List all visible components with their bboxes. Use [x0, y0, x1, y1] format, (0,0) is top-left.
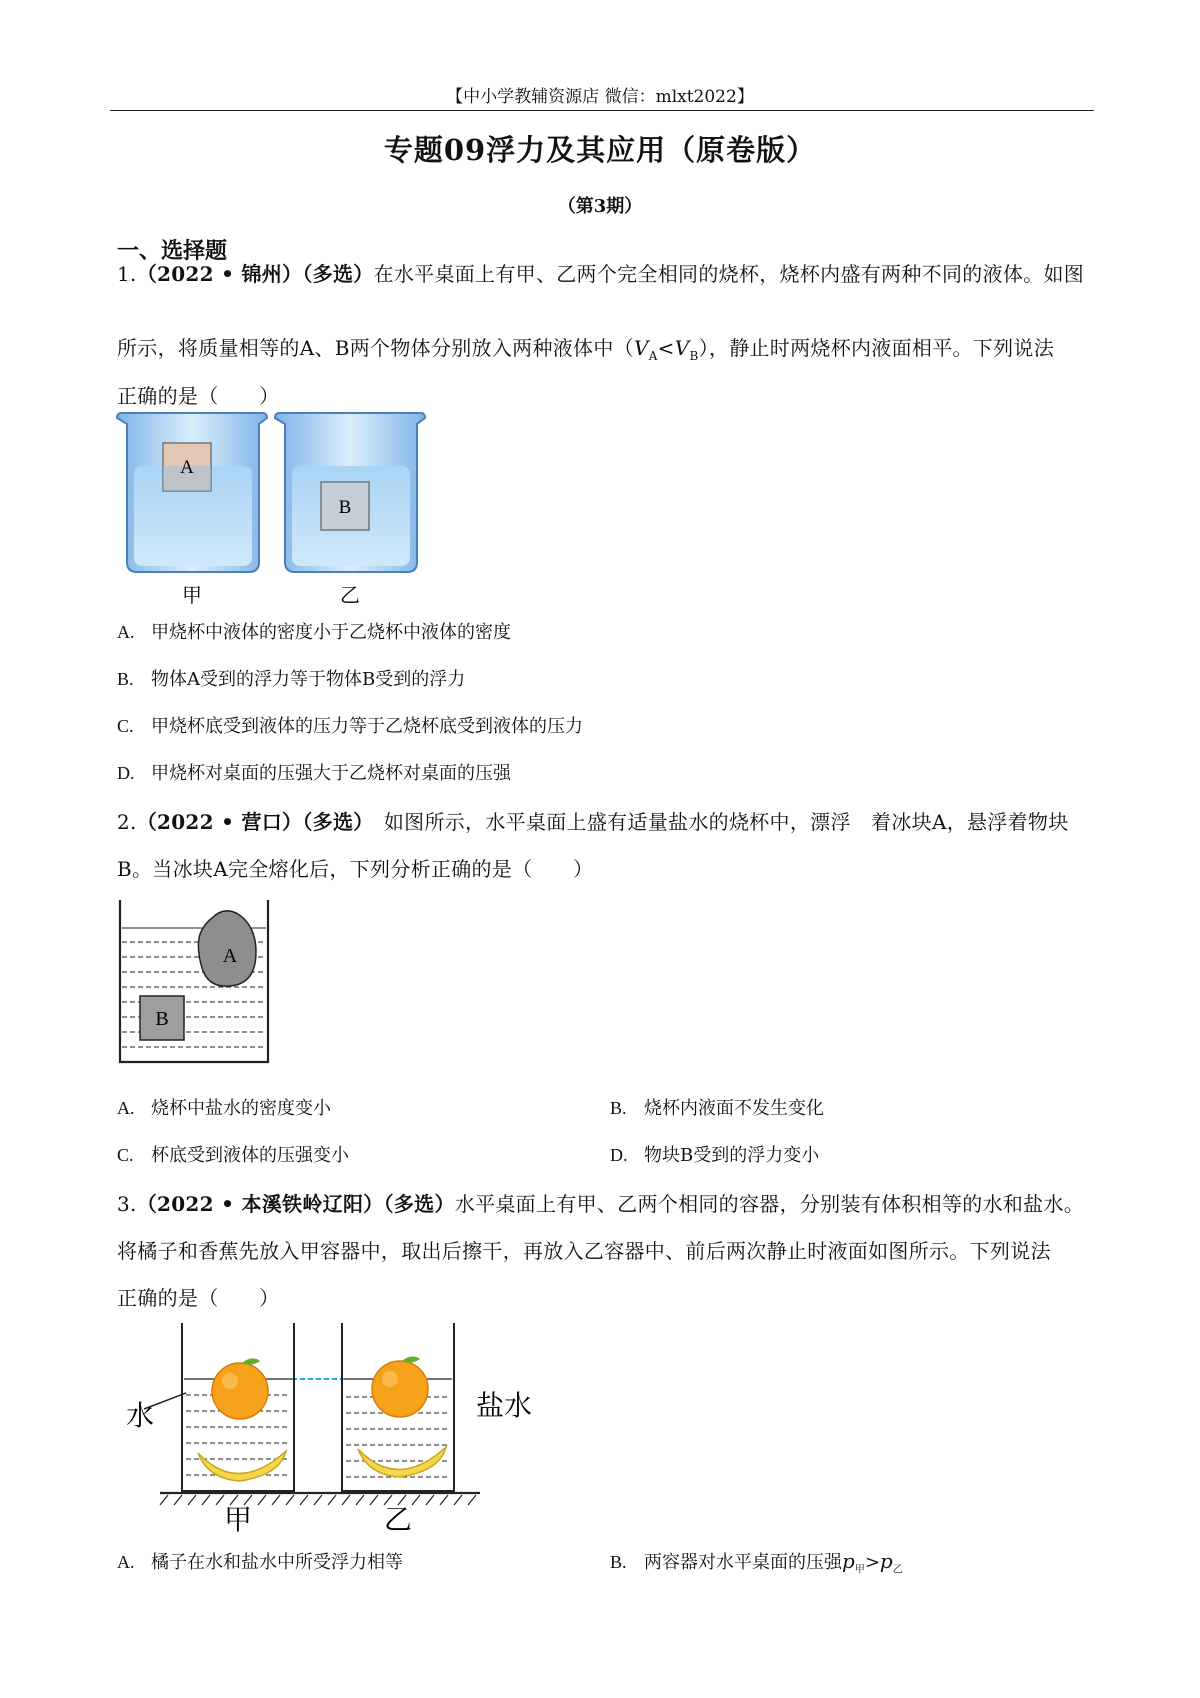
q3-option-b[interactable]: B. 两容器对水平桌面的压强$p_甲>p_乙$ [610, 1549, 903, 1576]
q2-option-a[interactable]: A. 烧杯中盐水的密度变小 [117, 1098, 331, 1119]
q2-figure-beaker [116, 900, 276, 1068]
label-brine: 盐水 [476, 1391, 533, 1422]
q1-line-1 [117, 258, 1084, 287]
svg-text:A: A [222, 945, 238, 967]
banana-jia [198, 1451, 286, 1481]
header-rule [110, 110, 1094, 111]
svg-text:B: B [155, 1008, 169, 1030]
q1-tag: （2022 • 锦州）（多选） [136, 262, 374, 286]
q1-line-3: 正确的是（ ） [117, 384, 280, 408]
label-jia: 甲 [223, 1505, 253, 1535]
q1-option-b[interactable]: B. 物体A受到的浮力等于物体B受到的浮力 [117, 669, 466, 690]
page-header: 【中小学教辅资源店 微信：mlxt2022】 [446, 87, 754, 107]
beaker-jia [117, 413, 267, 572]
q3-option-a[interactable]: A. 橘子在水和盐水中所受浮力相等 [117, 1552, 403, 1573]
q3-tag: （2022 • 本溪铁岭辽阳）（多选） [136, 1192, 455, 1216]
q3-line-2: 将橘子和香蕉先放入甲容器中，取出后擦干，再放入乙容器中、前后两次静止时液面如图所示。下列说法 [117, 1239, 1051, 1263]
q2-option-c[interactable]: C. 杯底受到液体的压强变小 [117, 1145, 349, 1166]
label-jia: 甲 [182, 585, 202, 607]
q3-figure-containers [110, 1315, 550, 1535]
q2-option-d[interactable]: D. 物块B受到的浮力变小 [610, 1145, 820, 1166]
page-title: 专题09浮力及其应用（原卷版） [383, 133, 817, 167]
banana-yi [358, 1447, 446, 1477]
q2-tag: （2022 • 营口）（多选） [136, 810, 364, 834]
q1-line-2: 所示，将质量相等的A、B两个物体分别放入两种液体中$(V_A<V_B)$，静止时两烧杯内液面相平。下列说法 [117, 336, 1055, 363]
q1-figure-beakers [112, 410, 452, 610]
beaker-yi [275, 413, 425, 572]
q1-option-a[interactable]: A. 甲烧杯中液体的密度小于乙烧杯中液体的密度 [117, 622, 511, 643]
q2-line-2: B。当冰块A完全熔化后，下列分析正确的是（ ） [117, 857, 594, 881]
issue-label: （第3期） [557, 196, 643, 217]
orange-jia [212, 1358, 268, 1419]
q1-number: 1. [117, 262, 137, 286]
q2-line-1: 2.（2022 • 营口）（多选） 如图所示，水平桌面上盛有适量盐水的烧杯中，漂浮 着冰块A，悬浮着物块 [117, 810, 1069, 834]
svg-text:A: A [180, 457, 194, 478]
q3-line-1: 3.（2022 • 本溪铁岭辽阳）（多选）水平桌面上有甲、乙两个相同的容器，分别装有体积相等的水和盐水。 [117, 1192, 1085, 1216]
q1-text-1: 在水平桌面上有甲、乙两个完全相同的烧杯，烧杯内盛有两种不同的液体。如图 [373, 262, 1085, 286]
q3-line-3: 正确的是（ ） [117, 1286, 280, 1310]
svg-text:B: B [338, 497, 352, 518]
label-yi: 乙 [383, 1505, 413, 1535]
q1-option-c[interactable]: C. 甲烧杯底受到液体的压力等于乙烧杯底受到液体的压力 [117, 716, 583, 737]
label-yi: 乙 [340, 585, 360, 607]
q1-option-d[interactable]: D. 甲烧杯对桌面的压强大于乙烧杯对桌面的压强 [117, 763, 511, 784]
orange-yi [372, 1356, 428, 1417]
section-heading: 一、选择题 [117, 238, 228, 264]
q2-option-b[interactable]: B. 烧杯内液面不发生变化 [610, 1098, 824, 1119]
label-water: 水 [126, 1401, 155, 1432]
